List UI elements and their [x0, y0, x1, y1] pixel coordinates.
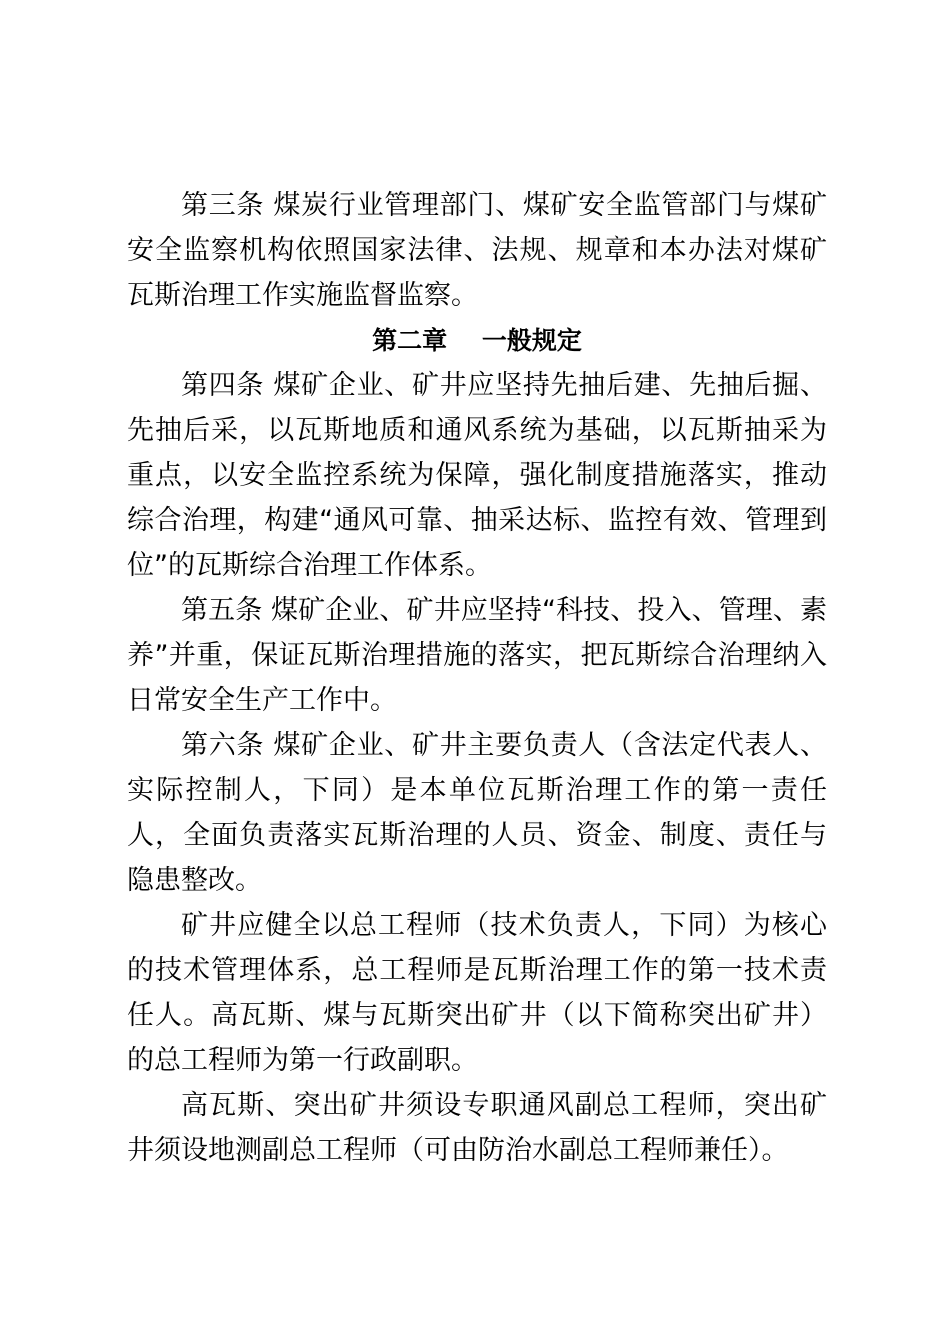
document-page — [127, 183, 827, 1173]
article-6-paragraph-2: 矿井应健全以总工程师（技术负责人，下同）为核心的技术管理体系，总工程师是瓦斯治理工作的第一技术责任人。高瓦斯、煤与瓦斯突出矿井（以下简称突出矿井）的总工程师为第一行政副职。 — [127, 910, 827, 1076]
article-5-paragraph: 第五条 煤矿企业、矿井应坚持“科技、投入、管理、素养”并重，保证瓦斯治理措施的落实，把瓦斯综合治理纳入日常安全生产工作中。 — [127, 595, 827, 716]
article-3-paragraph: 第三条 煤炭行业管理部门、煤矿安全监管部门与煤矿安全监察机构依照国家法律、法规、规章和本办法对煤矿瓦斯治理工作实施监督监察。 — [127, 190, 827, 311]
article-6-paragraph-3: 高瓦斯、突出矿井须设专职通风副总工程师，突出矿井须设地测副总工程师（可由防治水副总工程师兼任）。 — [127, 1090, 827, 1166]
article-6-paragraph: 第六条 煤矿企业、矿井主要负责人（含法定代表人、实际控制人，下同）是本单位瓦斯治理工作的第一责任人，全面负责落实瓦斯治理的人员、资金、制度、责任与隐患整改。 — [127, 730, 827, 896]
article-4-paragraph: 第四条 煤矿企业、矿井应坚持先抽后建、先抽后掘、先抽后采，以瓦斯地质和通风系统为基础，以瓦斯抽采为重点，以安全监控系统为保障，强化制度措施落实，推动综合治理，构建“通风可靠、抽采达标、监控有效、管理到位”的瓦斯综合治理工作体系。 — [127, 370, 827, 581]
chapter-heading: 第二章 一般规定 — [372, 326, 582, 355]
